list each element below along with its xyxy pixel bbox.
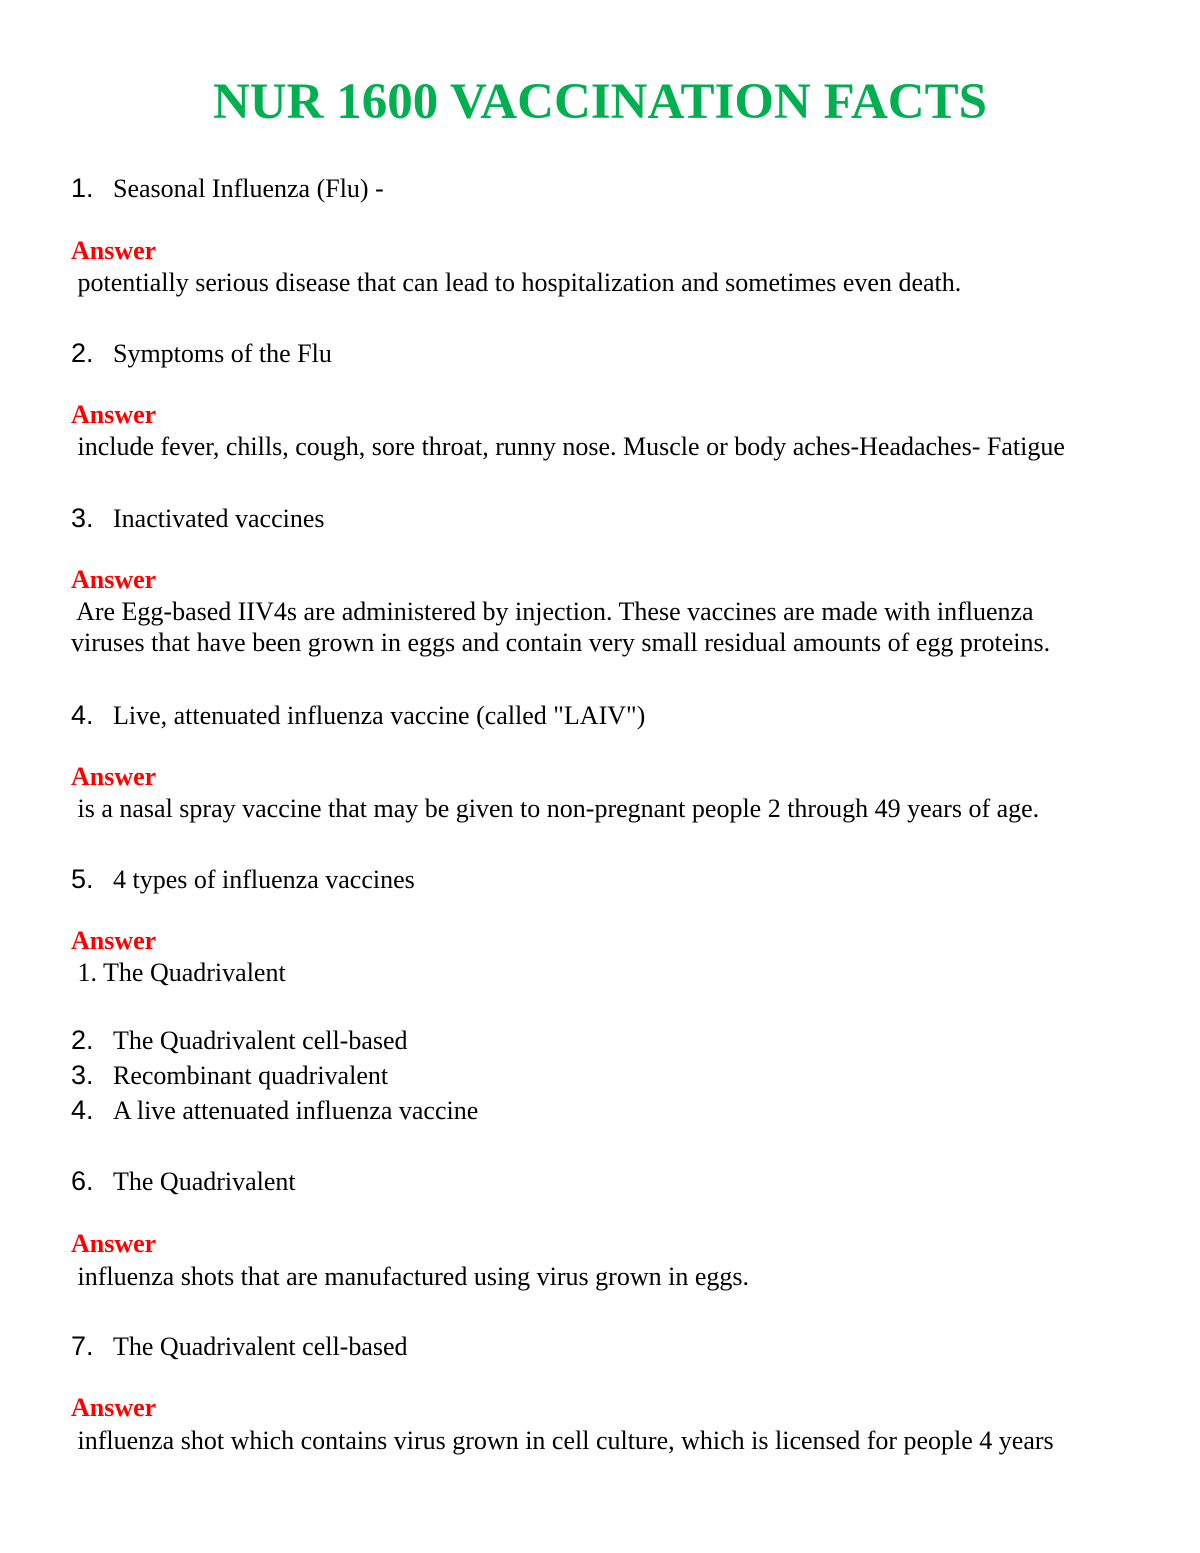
answer-label: Answer: [71, 1229, 157, 1258]
answer-text-line-2: viruses that have been grown in eggs and contain very small residual amounts of egg proteins.: [71, 628, 1051, 657]
answer-text: is a nasal spray vaccine that may be given to non-pregnant people 2 through 49 years of age.: [71, 794, 1040, 823]
answer-label: Answer: [71, 926, 157, 955]
question-text: 4 types of influenza vaccines: [113, 865, 415, 894]
question-text: Live, attenuated influenza vaccine (called "LAIV"): [113, 701, 646, 730]
question-5: [71, 862, 415, 897]
question-text: The Quadrivalent cell-based: [113, 1332, 408, 1361]
answer-text: influenza shot which contains virus grown in cell culture, which is licensed for people 4 years: [71, 1426, 1054, 1455]
answer-text-line-1: Are Egg-based IIV4s are administered by injection. These vaccines are made with influenza: [71, 597, 1034, 626]
question-text: Seasonal Influenza (Flu) -: [113, 174, 384, 203]
answer-label: Answer: [71, 236, 157, 265]
answer-label: Answer: [71, 762, 157, 791]
question-number: 2.: [71, 338, 94, 368]
question-3: [71, 501, 325, 536]
question-7: [71, 1329, 408, 1364]
question-4: [71, 698, 645, 733]
answer-text: include fever, chills, cough, sore throat, runny nose. Muscle or body aches-Headaches- Fatigue: [71, 432, 1065, 461]
question-number: 6.: [71, 1166, 94, 1196]
list-item: [71, 1023, 408, 1058]
question-6: [71, 1164, 296, 1199]
list-item-text: The Quadrivalent cell-based: [113, 1026, 408, 1055]
answer-label: Answer: [71, 565, 157, 594]
question-2: [71, 336, 332, 371]
list-item-number: 2.: [71, 1025, 94, 1055]
list-item-number: 3.: [71, 1060, 94, 1090]
question-number: 5.: [71, 864, 94, 894]
answer-label: Answer: [71, 400, 157, 429]
answer-text: potentially serious disease that can lead to hospitalization and sometimes even death.: [71, 268, 962, 297]
question-number: 1.: [71, 173, 94, 203]
list-item: [71, 1093, 478, 1128]
question-number: 4.: [71, 700, 94, 730]
question-text: The Quadrivalent: [113, 1167, 296, 1196]
list-item-text: Recombinant quadrivalent: [113, 1061, 389, 1090]
list-item-number: 4.: [71, 1095, 94, 1125]
question-number: 3.: [71, 503, 94, 533]
question-text: Symptoms of the Flu: [113, 339, 332, 368]
page-title: NUR 1600 VACCINATION FACTS: [212, 74, 988, 130]
question-number: 7.: [71, 1331, 94, 1361]
answer-text: influenza shots that are manufactured using virus grown in eggs.: [71, 1262, 749, 1291]
answer-label: Answer: [71, 1393, 157, 1422]
question-1: [71, 171, 384, 206]
question-text: Inactivated vaccines: [113, 504, 325, 533]
list-item: [71, 1058, 388, 1093]
list-item-text: A live attenuated influenza vaccine: [113, 1096, 479, 1125]
answer-text: 1. The Quadrivalent: [71, 958, 286, 987]
